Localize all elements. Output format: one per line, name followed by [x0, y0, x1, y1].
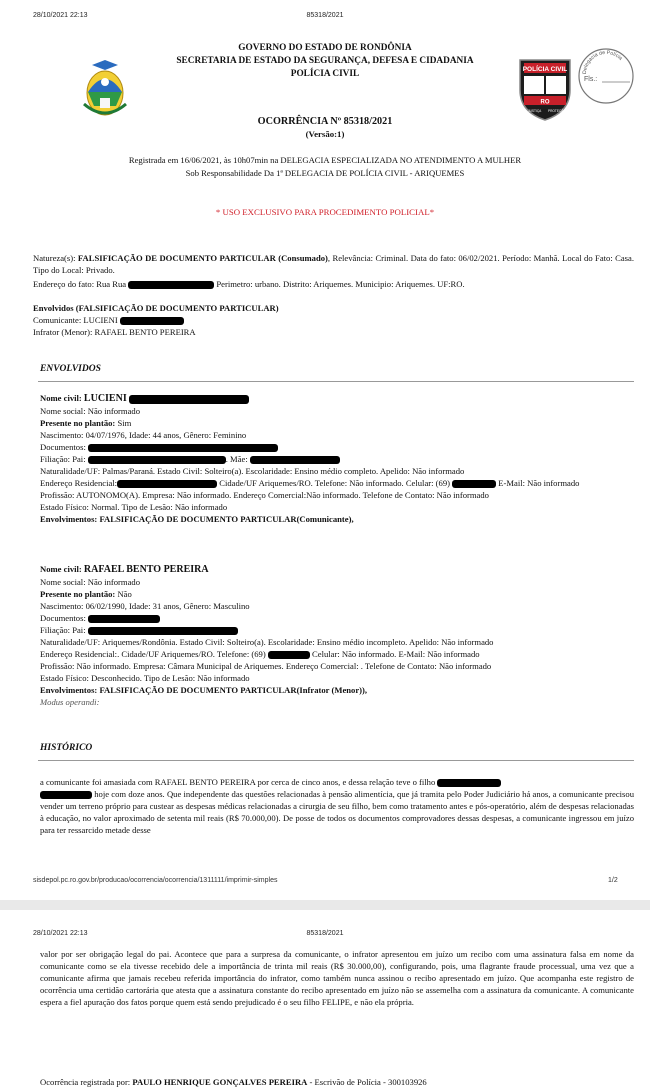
secretaria-name: SECRETARIA DE ESTADO DA SEGURANÇA, DEFESA E CIDADANIA	[176, 56, 474, 66]
redaction-bar	[437, 779, 501, 787]
print-datetime: 28/10/2021 22:13	[33, 930, 88, 937]
stamp-arc-text: Delegacia de Polícia	[581, 49, 624, 75]
folha-stamp-icon	[576, 46, 636, 106]
historico-part-a: a comunicante foi amasiada com RAFAEL BENTO PEREIRA por cerca de cinco anos, e dessa relação teve o filho	[40, 777, 436, 787]
nascimento: Nascimento: 04/07/1976, Idade: 44 anos, Gênero: Feminino	[40, 430, 247, 440]
redaction-bar	[88, 456, 226, 464]
occurrence-version: (Versão:1)	[305, 129, 345, 139]
historico-part-b: hoje com doze anos. Que independente das questões relacionadas à pensão alimentícia, que já tramita pelo Poder Judiciário há anos, a comunicante precisou vender um terreno próprio para custear as despesas médicas relacionadas a cirurgia de seu filho, bem como tratamento antes e pós-operatório, além de despesas relacionadas à educação, no valor aproximado de setenta mil reais (R$ 70.000,00). De posse de todos os documentos comprovadores dessas despesas, a comunicante ingressou em juízo para ter ressarcido metade desse	[40, 789, 634, 835]
endereco-residencial	[40, 648, 634, 660]
redaction-bar	[250, 456, 340, 464]
nascimento: Nascimento: 06/02/1990, Idade: 31 anos, Gênero: Masculino	[40, 601, 250, 611]
redaction-bar	[117, 480, 217, 488]
badge-top-text: POLÍCIA CIVIL	[522, 66, 568, 73]
endereco-fato-rest: Perimetro: urbano. Distrito: Ariquemes. Municipio: Ariquemes. UF:RO.	[216, 279, 465, 289]
endereco-label: Endereço Residencial:. Cidade/UF Ariquemes/RO. Telefone: (69)	[40, 649, 266, 659]
comunicante-line	[33, 314, 184, 326]
badge-right-text: PROTEÇÃO	[548, 109, 566, 113]
endereco-cidade: Cidade/UF Ariquemes/RO. Telefone: Não informado. Celular: (69)	[219, 478, 450, 488]
historico-text	[40, 776, 634, 836]
modus-operandi: Modus operandi:	[40, 697, 100, 707]
page-url: sisdepol.pc.ro.gov.br/producao/ocorrencia/ocorrencia/1311111/imprimir-simples	[33, 877, 278, 884]
divider	[38, 760, 634, 761]
plantao-value: Não	[117, 589, 132, 599]
redaction-bar	[268, 651, 310, 659]
redaction-bar	[129, 395, 249, 404]
nome-social: Nome social: Não informado	[40, 577, 140, 587]
natureza-paragraph	[33, 252, 634, 276]
redaction-bar	[88, 615, 160, 623]
nome-label: Nome civil:	[40, 393, 82, 403]
policia-name: POLÍCIA CIVIL	[290, 69, 360, 79]
documentos-label: Documentos:	[40, 613, 86, 623]
documentos-line	[40, 612, 634, 624]
envolvimentos: Envolvimentos: FALSIFICAÇÃO DE DOCUMENTO PARTICULAR(Infrator (Menor)),	[40, 685, 368, 695]
estado-fisico: Estado Físico: Desconhecido. Tipo de Lesão: Não informado	[40, 673, 250, 683]
divider	[38, 381, 634, 382]
filiacao-line	[40, 453, 634, 465]
registrar-label: Ocorrência registrada por:	[40, 1077, 131, 1087]
redaction-bar	[452, 480, 496, 488]
person-name: RAFAEL BENTO PEREIRA	[83, 564, 209, 575]
filiacao-line	[40, 624, 634, 636]
filiacao-pai-label: Filiação: Pai:	[40, 454, 86, 464]
redaction-bar	[40, 791, 92, 799]
natureza-label: Natureza(s):	[33, 253, 76, 263]
envolvimentos: Envolvimentos: FALSIFICAÇÃO DE DOCUMENTO PARTICULAR(Comunicante),	[40, 514, 354, 524]
documentos-line	[40, 441, 634, 453]
filiacao-pai-label: Filiação: Pai:	[40, 625, 86, 635]
endereco-celular: Celular: Não informado. E-Mail: Não informado	[312, 649, 480, 659]
plantao-line	[40, 417, 634, 429]
person-lucieni	[40, 392, 634, 525]
registrar-line	[40, 1076, 634, 1088]
natureza-value: FALSIFICAÇÃO DE DOCUMENTO PARTICULAR (Consumado)	[77, 253, 328, 263]
redaction-bar	[128, 281, 214, 289]
natureza-rest: , Relevância: Criminal. Data do fato: 06/02/2021. Período: Manhã. Local do Fato: Casa. Tipo do Local: Privado.	[33, 253, 634, 275]
endereco-fato	[33, 278, 634, 290]
naturalidade: Naturalidade/UF: Palmas/Paraná. Estado Civil: Solteiro(a). Escolaridade: Ensino médio completo. Apelido: Não informado	[40, 466, 465, 476]
filiacao-mae-label: . Mãe:	[225, 454, 248, 464]
registrar-role: - Escrivão de Polícia - 300103926	[307, 1077, 427, 1087]
nome-label: Nome civil:	[40, 564, 82, 574]
occurrence-title: OCORRÊNCIA Nº 85318/2021	[257, 116, 393, 127]
person-name-line	[40, 392, 634, 405]
gov-name: GOVERNO DO ESTADO DE RONDÔNIA	[238, 43, 412, 53]
endereco-email: E-Mail: Não informado	[498, 478, 580, 488]
policia-civil-badge-icon	[514, 54, 576, 122]
person-name: LUCIENI	[83, 393, 127, 404]
document-page-2	[0, 910, 650, 1092]
historico-continuation: valor por ser obrigação legal do pai. Acontece que para a surpresa da comunicante, o infrator apresentou em juízo um recibo com uma assinatura falsa em nome da comunicante como se ela tivesse recebido dele a importância de trinta mil reais (R$ 30.000,00), configurando, pois, uma flagrante fraude processual, uma vez que a comunicante afirma que jamais recebeu referida importância do infrator, como também nunca assinou o recibo apresentado em juízo. Que acompanha este registro de ocorrência uma certidão cartorária que atesta que a assinatura constante do recibo apresentado em juízo não se assemelha com a assinatura da comunicante. A comunicante espera a fiel apuração dos fatos porque quem está sendo prejudicado é o seu filho FELIPE, e não ela própria.	[40, 949, 634, 1007]
person-name-line	[40, 563, 634, 576]
nome-social: Nome social: Não informado	[40, 406, 140, 416]
envolvidos-heading: Envolvidos (FALSIFICAÇÃO DE DOCUMENTO PARTICULAR)	[33, 303, 279, 313]
comunicante-text: Comunicante: LUCIENI	[33, 315, 118, 325]
redaction-bar	[88, 444, 278, 452]
plantao-label: Presente no plantão:	[40, 418, 116, 428]
restricted-notice: * USO EXCLUSIVO PARA PROCEDIMENTO POLICIAL*	[215, 207, 435, 217]
registration-line: Registrada em 16/06/2021, às 10h07min na DELEGACIA ESPECIALIZADA NO ATENDIMENTO A MULHER	[128, 155, 522, 165]
plantao-line	[40, 588, 634, 600]
profissao: Profissão: Não informado. Empresa: Câmara Municipal de Ariquemes. Endereço Comercial: . Telefone de Contato: Não informado	[40, 661, 492, 671]
registrar-name: PAULO HENRIQUE GONÇALVES PEREIRA	[132, 1077, 308, 1087]
redaction-bar	[88, 627, 238, 635]
print-doc-number: 85318/2021	[306, 12, 344, 19]
section-historico: HISTÓRICO	[40, 743, 93, 753]
section-envolvidos: ENVOLVIDOS	[40, 364, 101, 374]
documentos-label: Documentos:	[40, 442, 86, 452]
badge-left-text: JUSTIÇA	[528, 109, 542, 113]
naturalidade: Naturalidade/UF: Ariquemes/Rondônia. Estado Civil: Solteiro(a). Escolaridade: Ensino médio incompleto. Apelido: Não informado	[40, 637, 494, 647]
endereco-label: Endereço Residencial:	[40, 478, 118, 488]
profissao: Profissão: AUTONOMO(A). Empresa: Não informado. Endereço Comercial:Não informado. Telefone de Contato: Não informado	[40, 490, 489, 500]
person-rafael	[40, 563, 634, 708]
stamp-fls-label: Fls.:	[584, 76, 598, 83]
estado-fisico: Estado Físico: Normal. Tipo de Lesão: Não informado	[40, 502, 228, 512]
infrator-line: Infrator (Menor): RAFAEL BENTO PEREIRA	[33, 327, 196, 337]
responsibility-line: Sob Responsabilidade Da 1ª DELEGACIA DE POLÍCIA CIVIL - ARIQUEMES	[185, 168, 465, 178]
badge-bottom-text: RO	[540, 99, 550, 106]
page-number: 1/2	[608, 877, 618, 884]
plantao-value: Sim	[117, 418, 132, 428]
endereco-fato-label: Endereço do fato: Rua Rua	[33, 279, 127, 289]
plantao-label: Presente no plantão:	[40, 589, 116, 599]
redaction-bar	[120, 317, 184, 325]
print-doc-number: 85318/2021	[306, 930, 344, 937]
print-datetime: 28/10/2021 22:13	[33, 12, 88, 19]
endereco-residencial	[40, 477, 634, 489]
